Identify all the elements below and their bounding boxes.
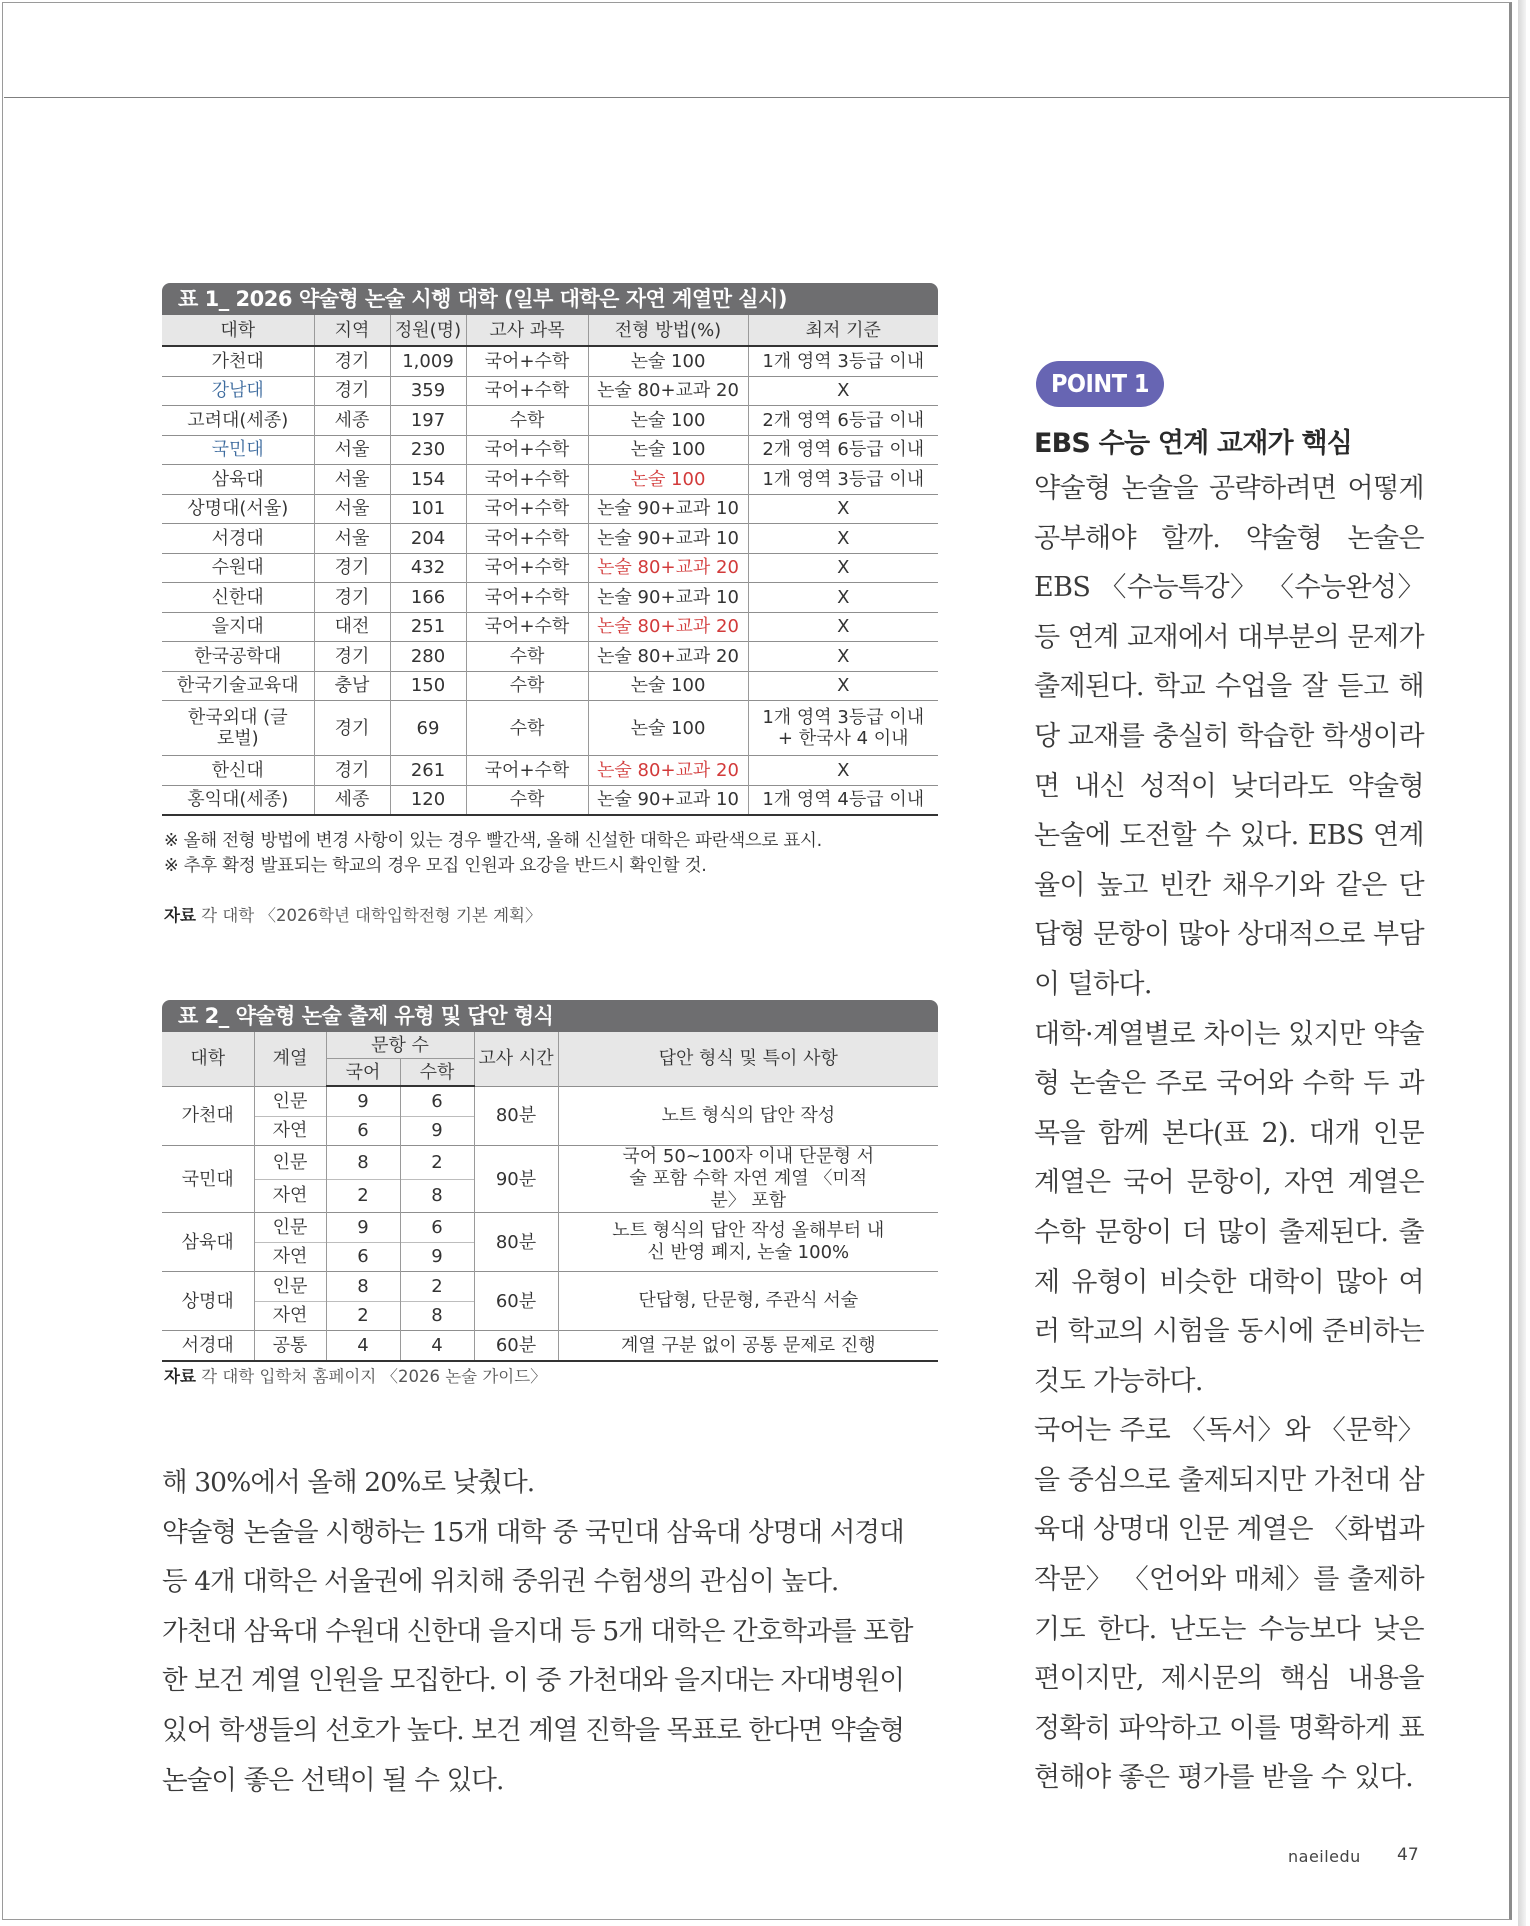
table-row [162, 583, 938, 613]
table-row [162, 671, 938, 701]
cell: 90분 [474, 1146, 558, 1213]
cell: 세종 [314, 406, 390, 436]
table2-grid [162, 1032, 938, 1362]
cell: 1,009 [390, 346, 466, 376]
cell: X [748, 756, 938, 786]
table1-title: 표 1_ 2026 약술형 논술 시행 대학 (일부 대학은 자연 계열만 실시) [162, 283, 938, 315]
table-row [162, 524, 938, 554]
table-row [162, 1213, 938, 1243]
cell: 69 [390, 701, 466, 756]
text-line: 등 4개 대학은 서울권에 위치해 중위권 수험생의 관심이 높다. [162, 1566, 839, 1598]
cell: 충남 [314, 671, 390, 701]
cell: 6 [400, 1213, 474, 1243]
cell: 한신대 [162, 756, 314, 786]
right-article-text [1034, 464, 1424, 1803]
col-header: 문항 수 [326, 1032, 474, 1059]
cell: X [748, 642, 938, 672]
cell: 359 [390, 376, 466, 406]
text-line: 약술형 논술을 시행하는 15개 대학 중 국민대 삼육대 상명대 서경대 [162, 1516, 904, 1548]
cell: X [748, 494, 938, 524]
cell: 9 [400, 1242, 474, 1272]
source-text: 각 대학 〈2026학년 대학입학전형 기본 계획〉 [201, 906, 542, 925]
cell: 2 [326, 1301, 400, 1331]
cell: 2개 영역 6등급 이내 [748, 435, 938, 465]
table1-grid [162, 315, 938, 816]
cell: 9 [400, 1116, 474, 1146]
col-header: 고사 시간 [474, 1032, 558, 1086]
page-edge [1518, 0, 1526, 1926]
cell: 논술 90+교과 10 [588, 494, 748, 524]
col-header: 지역 [314, 315, 390, 346]
cell-changed: 논술 80+교과 20 [588, 756, 748, 786]
cell: 1개 영역 3등급 이내 [748, 346, 938, 376]
cell: 논술 100 [588, 435, 748, 465]
cell: 1개 영역 3등급 이내 + 한국사 4 이내 [748, 701, 938, 756]
cell: 166 [390, 583, 466, 613]
cell: 세종 [314, 785, 390, 815]
cell: 수학 [466, 406, 588, 436]
cell: 자연 [254, 1179, 326, 1213]
table-row [162, 465, 938, 495]
cell: 9 [326, 1213, 400, 1243]
table-row [162, 1272, 938, 1302]
cell: 상명대 [162, 1272, 254, 1331]
col-header: 계열 [254, 1032, 326, 1086]
cell: 서울 [314, 524, 390, 554]
cell: 논술 100 [588, 346, 748, 376]
cell: 154 [390, 465, 466, 495]
cell: 논술 80+교과 20 [588, 642, 748, 672]
table-row [162, 346, 938, 376]
cell: 80분 [474, 1213, 558, 1272]
footer-brand: naeiledu [1288, 1847, 1361, 1866]
cell: 자연 [254, 1301, 326, 1331]
cell: 국어+수학 [466, 756, 588, 786]
cell: 1개 영역 4등급 이내 [748, 785, 938, 815]
cell: 국어+수학 [466, 465, 588, 495]
cell: 수원대 [162, 553, 314, 583]
cell: 공통 [254, 1331, 326, 1361]
cell: 을지대 [162, 612, 314, 642]
table-row [162, 1086, 938, 1116]
cell: 상명대(서울) [162, 494, 314, 524]
table-row [162, 785, 938, 815]
cell: 204 [390, 524, 466, 554]
cell: 계열 구분 없이 공통 문제로 진행 [558, 1331, 938, 1361]
cell: X [748, 524, 938, 554]
cell: 국어+수학 [466, 435, 588, 465]
table-row [162, 612, 938, 642]
cell: 2개 영역 6등급 이내 [748, 406, 938, 436]
top-rule [4, 97, 1510, 98]
paragraph: 대학·계열별로 차이는 있지만 약술형 논술은 주로 국어와 수학 두 과목을 함께 본다(표 2). 대개 인문 계열은 국어 문항이, 자연 계열은 수학 문항이 더 많이 출제된다. 출제 유형이 비슷한 대학이 많아 여러 학교의 시험을 동시에 준비하는 것도 가능하다. [1034, 1018, 1424, 1397]
cell: 경기 [314, 583, 390, 613]
cell: X [748, 612, 938, 642]
cell: 국어+수학 [466, 376, 588, 406]
source-text: 각 대학 입학처 홈페이지 〈2026 논술 가이드〉 [201, 1367, 547, 1386]
cell: 2 [400, 1272, 474, 1302]
cell: 280 [390, 642, 466, 672]
cell: 삼육대 [162, 465, 314, 495]
cell: 8 [400, 1301, 474, 1331]
cell-changed: 논술 80+교과 20 [588, 612, 748, 642]
cell: 국어+수학 [466, 346, 588, 376]
cell: 노트 형식의 답안 작성 올해부터 내신 반영 폐지, 논술 100% [558, 1213, 938, 1272]
page-number: 47 [1397, 1845, 1419, 1865]
cell: 261 [390, 756, 466, 786]
cell: 서울 [314, 435, 390, 465]
col-header: 수학 [400, 1059, 474, 1087]
cell: 120 [390, 785, 466, 815]
cell: 서경대 [162, 1331, 254, 1361]
cell: 대전 [314, 612, 390, 642]
table1 [162, 283, 938, 816]
cell: 국어+수학 [466, 612, 588, 642]
table2-title: 표 2_ 약술형 논술 출제 유형 및 답안 형식 [162, 1000, 938, 1032]
col-header: 전형 방법(%) [588, 315, 748, 346]
cell: X [748, 583, 938, 613]
cell: 국어 50~100자 이내 단문형 서술 포함 수학 자연 계열 〈미적분〉 포함 [558, 1146, 938, 1213]
table-row [162, 1331, 938, 1361]
cell: 수학 [466, 671, 588, 701]
cell: 8 [400, 1179, 474, 1213]
cell: 6 [400, 1086, 474, 1116]
cell: 수학 [466, 785, 588, 815]
paragraph: 국어는 주로 〈독서〉와 〈문학〉을 중심으로 출제되지만 가천대 삼육대 상명대 인문 계열은 〈화법과 작문〉 〈언어와 매체〉를 출제하기도 한다. 난도는 수능보다 낮은 편이지만, 제시문의 핵심 내용을 정확히 파악하고 이를 명확하게 표현해야 좋은 평가를 받을 수 있다. [1034, 1415, 1424, 1794]
table1-note-2: ※ 추후 확정 발표되는 학교의 경우 모집 인원과 요강을 반드시 확인할 것. [164, 856, 707, 876]
cell: 삼육대 [162, 1213, 254, 1272]
cell-new-univ: 국민대 [162, 435, 314, 465]
cell: 4 [400, 1331, 474, 1361]
cell: 가천대 [162, 346, 314, 376]
table1-header-row [162, 315, 938, 346]
cell: 인문 [254, 1146, 326, 1180]
cell: 60분 [474, 1331, 558, 1361]
text-line: 한 보건 계열 인원을 모집한다. 이 중 가천대와 을지대는 자대병원이 [162, 1665, 905, 1697]
table1-note-1: ※ 올해 전형 방법에 변경 사항이 있는 경우 빨간색, 올해 신설한 대학은 파란색으로 표시. [164, 831, 822, 851]
table-row [162, 756, 938, 786]
cell: 홍익대(세종) [162, 785, 314, 815]
cell: 논술 80+교과 20 [588, 376, 748, 406]
table-row [162, 406, 938, 436]
table-row [162, 494, 938, 524]
cell: 4 [326, 1331, 400, 1361]
table-row [162, 1146, 938, 1180]
cell: 국어+수학 [466, 583, 588, 613]
cell: 경기 [314, 756, 390, 786]
cell: 한국공학대 [162, 642, 314, 672]
cell: 신한대 [162, 583, 314, 613]
col-header: 고사 과목 [466, 315, 588, 346]
table-row [162, 553, 938, 583]
cell: 1개 영역 3등급 이내 [748, 465, 938, 495]
cell: 경기 [314, 376, 390, 406]
cell: 자연 [254, 1242, 326, 1272]
cell: 단답형, 단문형, 주관식 서술 [558, 1272, 938, 1331]
cell-new-univ: 강남대 [162, 376, 314, 406]
cell: 고려대(세종) [162, 406, 314, 436]
cell-changed: 논술 80+교과 20 [588, 553, 748, 583]
cell: 자연 [254, 1116, 326, 1146]
cell: X [748, 376, 938, 406]
source-label: 자료 [164, 1367, 196, 1386]
cell: 논술 90+교과 10 [588, 583, 748, 613]
cell: 6 [326, 1116, 400, 1146]
cell: 인문 [254, 1272, 326, 1302]
cell: 논술 100 [588, 701, 748, 756]
cell: 국어+수학 [466, 494, 588, 524]
col-header: 대학 [162, 1032, 254, 1086]
cell: 인문 [254, 1213, 326, 1243]
point-badge: POINT 1 [1036, 361, 1164, 407]
col-header: 정원(명) [390, 315, 466, 346]
cell: 논술 100 [588, 671, 748, 701]
cell: X [748, 671, 938, 701]
col-header: 국어 [326, 1059, 400, 1087]
cell: 한국외대 (글로벌) [162, 701, 314, 756]
cell: 230 [390, 435, 466, 465]
cell: 2 [326, 1179, 400, 1213]
table1-source [164, 902, 541, 926]
cell: 경기 [314, 701, 390, 756]
cell: 수학 [466, 642, 588, 672]
cell: 노트 형식의 답안 작성 [558, 1086, 938, 1146]
cell: 논술 100 [588, 406, 748, 436]
cell: 경기 [314, 642, 390, 672]
table2-source [164, 1363, 547, 1387]
source-label: 자료 [164, 906, 196, 925]
cell: 가천대 [162, 1086, 254, 1146]
cell: 인문 [254, 1086, 326, 1116]
cell: 수학 [466, 701, 588, 756]
table-row [162, 435, 938, 465]
col-header: 최저 기준 [748, 315, 938, 346]
table-row [162, 701, 938, 756]
cell: 경기 [314, 346, 390, 376]
cell: 251 [390, 612, 466, 642]
cell: 80분 [474, 1086, 558, 1146]
table2 [162, 1000, 938, 1362]
cell: 한국기술교육대 [162, 671, 314, 701]
cell: 논술 90+교과 10 [588, 785, 748, 815]
cell: 8 [326, 1146, 400, 1180]
cell: 101 [390, 494, 466, 524]
text-line: 논술이 좋은 선택이 될 수 있다. [162, 1764, 504, 1796]
cell: 8 [326, 1272, 400, 1302]
text-line: 가천대 삼육대 수원대 신한대 을지대 등 5개 대학은 간호학과를 포함 [162, 1615, 913, 1647]
cell: 197 [390, 406, 466, 436]
table2-header-row [162, 1032, 938, 1059]
text-line: 해 30%에서 올해 20%로 낮췄다. [162, 1467, 535, 1498]
table-row [162, 642, 938, 672]
cell: 서울 [314, 494, 390, 524]
cell: 서울 [314, 465, 390, 495]
cell: 432 [390, 553, 466, 583]
cell: 9 [326, 1086, 400, 1116]
cell: 논술 90+교과 10 [588, 524, 748, 554]
cell: 국민대 [162, 1146, 254, 1213]
point-heading: EBS 수능 연계 교재가 핵심 [1034, 428, 1353, 459]
table-row [162, 376, 938, 406]
text-line: 있어 학생들의 선호가 높다. 보건 계열 진학을 목표로 한다면 약술형 [162, 1714, 905, 1746]
paragraph: 약술형 논술을 공략하려면 어떻게 공부해야 할까. 약술형 논술은 EBS 〈수능특강〉 〈수능완성〉 등 연계 교재에서 대부분의 문제가 출제된다. 학교 수업을 잘 듣고 해당 교재를 충실히 학습한 학생이라면 내신 성적이 낮더라도 약술형 논술에 도전할 수 있다. EBS 연계율이 높고 빈칸 채우기와 같은 단답형 문항이 많아 상대적으로 부담이 덜하다. [1034, 473, 1424, 1000]
cell: 국어+수학 [466, 524, 588, 554]
cell: 경기 [314, 553, 390, 583]
cell: 150 [390, 671, 466, 701]
col-header: 대학 [162, 315, 314, 346]
cell: 6 [326, 1242, 400, 1272]
col-header: 답안 형식 및 특이 사항 [558, 1032, 938, 1086]
cell: 국어+수학 [466, 553, 588, 583]
cell: 서경대 [162, 524, 314, 554]
cell: 2 [400, 1146, 474, 1180]
cell-changed: 논술 100 [588, 465, 748, 495]
cell: 60분 [474, 1272, 558, 1331]
left-article-text [162, 1458, 942, 1805]
cell: X [748, 553, 938, 583]
